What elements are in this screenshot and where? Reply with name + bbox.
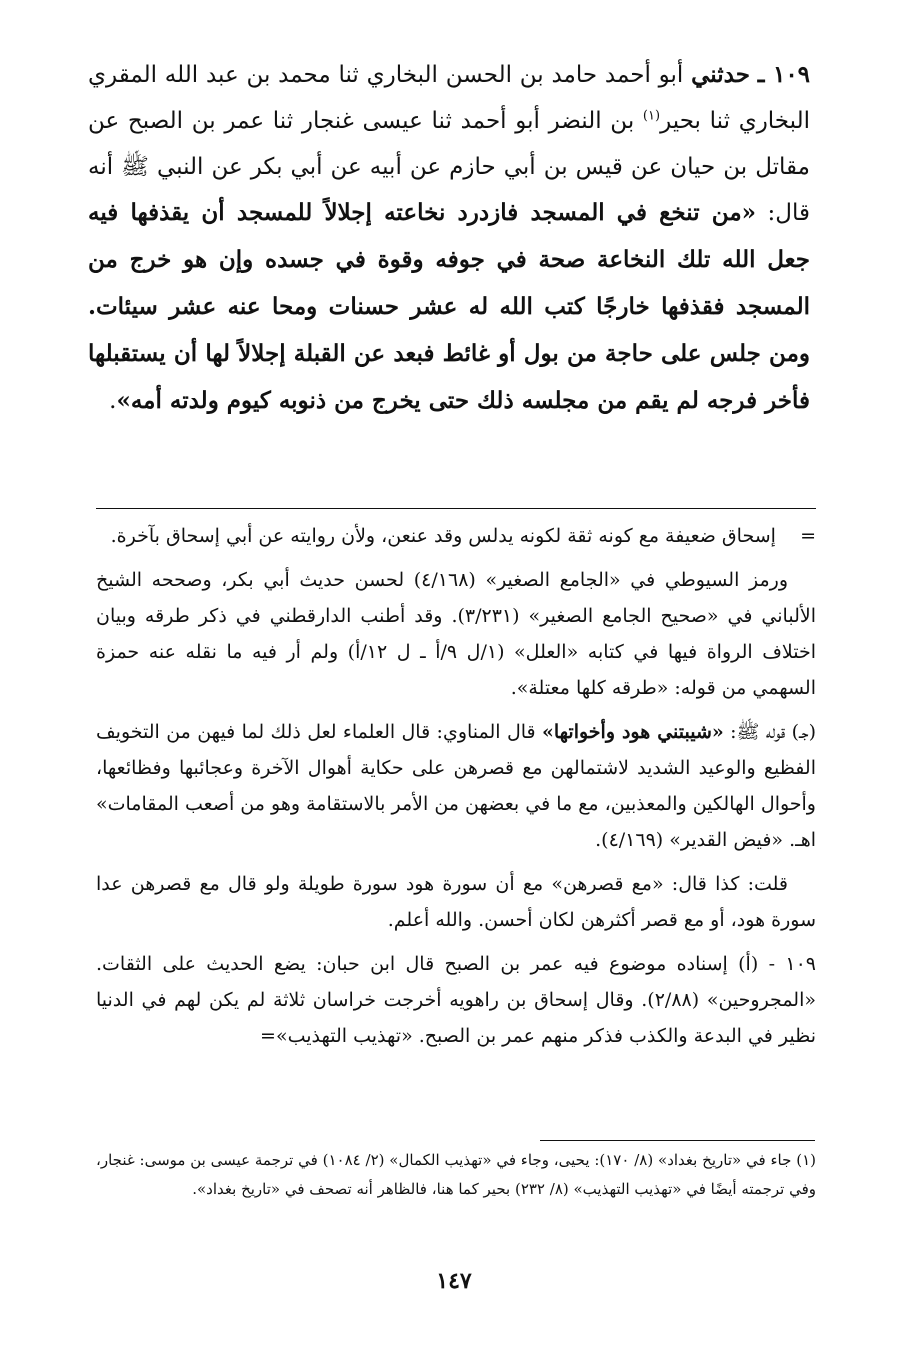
hadith-lead-word: حدثني xyxy=(691,61,750,88)
commentary-notes xyxy=(96,518,816,1062)
continued-mark: = xyxy=(800,525,816,547)
note-quote: «شيبتني هود وأخواتها» xyxy=(542,721,724,743)
isnad-part-2: بن النضر أبو أحمد ثنا عيسى غنجار ثنا عمر بن الصبح عن مقاتل بن حيان عن قيس بن أبي حازم عن أبيه عن أبي بكر عن النبي ﷺ أنه قال: xyxy=(88,107,810,227)
note-text: (جـ) قوله ﷺ: xyxy=(730,721,816,743)
note-paragraph: ورمز السيوطي في «الجامع الصغير» (٤/١٦٨) لحسن حديث أبي بكر، وصححه الشيخ الألباني في «صحيح الجامع الصغير» (٣/٢٣١). وقد أطنب الدارقطني في ذكر طرقه وبيان اختلاف الرواة فيها في كتابه «العلل» (١/ل ٩/أ ـ ل ١٢/أ) ولم أر فيه ما نقله عنه حمزة السهمي من قوله: «طرقه كلها معتلة». xyxy=(96,569,817,699)
note-paragraph: ١٠٩ - (أ) إسناده موضوع فيه عمر بن الصبح قال ابن حبان: يضع الحديث على الثقات. «المجروحين» (٢/٨٨). وقال إسحاق بن راهويه أخرجت خراسان ثلاثة لم يكن لهم في الدنيا نظير في البدعة والكذب فذكر منهم عمر بن الصبح. «تهذيب التهذيب»= xyxy=(96,953,817,1047)
hadith-end-mark: . xyxy=(109,387,117,414)
note-paragraph: قلت: كذا قال: «مع قصرهن» مع أن سورة هود سورة طويلة ولو قال مع قصرهن عدا سورة هود، أو مع قصر أكثرهن لكان أحسن. والله أعلم. xyxy=(96,873,816,931)
hadith-number: ١٠٩ ـ xyxy=(757,61,811,88)
isnad-part-1: أبو أحمد حامد بن الحسن البخاري ثنا محمد بن عبد الله المقري البخاري ثنا بحير xyxy=(88,62,810,134)
footnote-separator xyxy=(540,1140,815,1141)
note-paragraph xyxy=(96,518,816,554)
note-text: قال المناوي: قال العلماء لعل ذلك لما فيهن من التخويف الفظيع والوعيد الشديد لاشتمالهن مع قصرهن على حكاية أهوال الآخرة وعجائبها وفظائعها، وأحوال الهالكين والمعذبين، مع ما في بعضهن من الأمر بالاستقامة وهو من أصعب المقامات» اهـ. «فيض القدير» (٤/١٦٩). xyxy=(96,721,816,851)
notes-separator xyxy=(96,508,816,509)
hadith-matn: «من تنخع في المسجد فازدرد نخاعته إجلالاً للمسجد أن يقذفها فيه جعل الله تلك النخاعة صحة في جوفه وقوة في جسده وإن هو خرج من المسجد فقذفها خارجًا كتب الله له عشر حسنات ومحا عنه عشر سيئات. ومن جلس على حاجة من بول أو غائط فبعد عن القبلة إجلالاً لها أن يستقبلها فأخر فرجه لم يقم من مجلسه ذلك حتى يخرج من ذنوبه كيوم ولدته أمه» xyxy=(88,199,810,414)
footnote-text: (١) جاء في «تاريخ بغداد» (٨/ ١٧٠): يحيى، وجاء في «تهذيب الكمال» (٢/ ١٠٨٤) في ترجمة عيسى بن موسى: غنجار، وفي ترجمته أيضًا في «تهذيب التهذيب» (٨/ ٢٣٢) بحير كما هنا، فالظاهر أنه تصحف في «تاريخ بغداد». xyxy=(96,1151,816,1198)
note-paragraph xyxy=(96,714,816,858)
hadith-text xyxy=(88,52,810,424)
page-number: ١٤٧ xyxy=(436,1268,472,1294)
footnote xyxy=(96,1146,816,1204)
note-text: إسحاق ضعيفة مع كونه ثقة لكونه يدلس وقد عنعن، ولأن روايته عن أبي إسحاق بآخرة. xyxy=(110,525,776,547)
footnote-marker: (١) xyxy=(642,108,661,124)
